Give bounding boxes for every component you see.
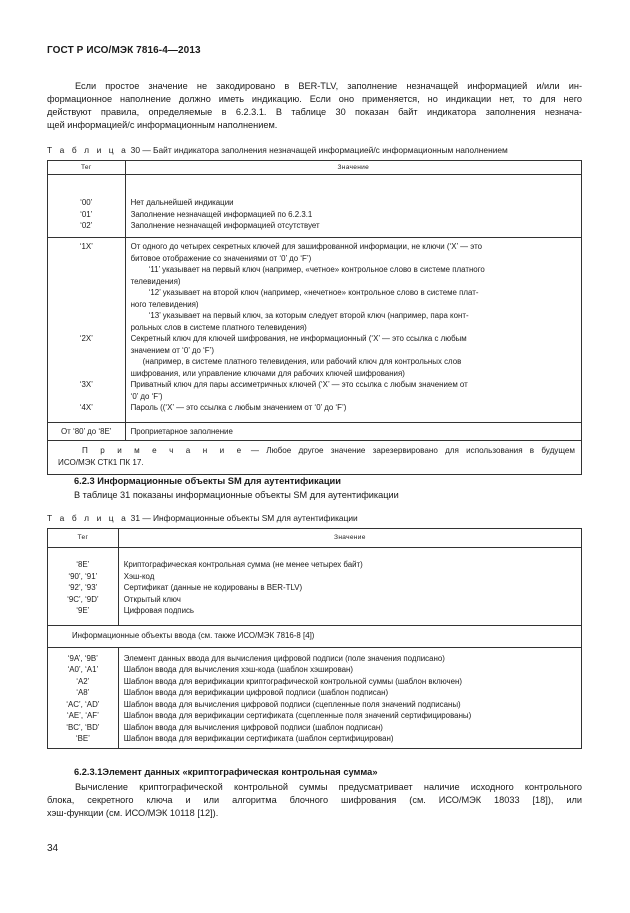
tag-value: ‘9E’	[76, 606, 90, 615]
running-header: ГОСТ Р ИСО/МЭК 7816-4—2013	[47, 45, 201, 56]
note-text: — Любое другое значение зарезервировано для использования в будущем	[243, 446, 575, 455]
input-objects-heading: Информационные объекты ввода (см. также ИСО/МЭК 7816-8 [4])	[48, 625, 582, 647]
page-number: 34	[47, 843, 59, 854]
table30	[47, 160, 582, 475]
tag-value: ‘1X’	[79, 242, 93, 251]
tag-value: ‘90’, ‘91’	[68, 571, 98, 581]
value-line: Сертификат (данные не кодированы в BER-TLV)	[123, 583, 303, 592]
tag-value: ‘AE’, ‘AF’	[66, 711, 99, 720]
table-row	[48, 423, 582, 441]
tag-cell	[48, 238, 126, 423]
table31	[47, 528, 582, 749]
tag-value: ‘9C’, ‘9D’	[67, 594, 99, 604]
table31-caption	[47, 513, 358, 523]
value-line: Цифровая подпись	[123, 606, 195, 615]
value-line: (например, в системе платного телевидения, или рабочий ключ для контрольных слов	[142, 357, 462, 366]
value-line: Шаблон ввода для вычисления цифровой подписи (сцепленные поля значений подписаны)	[123, 699, 461, 709]
paragraph-line: Вычисление криптографической контрольной суммы предусматривает наличие исходного контрольного	[75, 782, 582, 792]
value-cell: Проприетарное заполнение	[125, 423, 581, 441]
section-text-6-2-3: В таблице 31 показаны информационные объекты SM для аутентификации	[74, 490, 399, 500]
value-line: телевидения)	[130, 276, 181, 286]
tag-value: ‘AC’, ‘AD’	[66, 699, 100, 709]
value-cell	[118, 647, 581, 748]
col-header-tag: Тег	[48, 529, 119, 548]
value-line: Шаблон ввода для вычисления хэш-кода (шаблон хэширован)	[123, 665, 354, 674]
col-header-tag: Тег	[48, 161, 126, 175]
value-line: значением от ‘0’ до ‘F’)	[130, 345, 214, 355]
table-row	[48, 238, 582, 423]
note-line: ИСО/МЭК СТК1 ПК 17.	[58, 457, 144, 467]
table30-note	[48, 441, 582, 475]
note-line	[58, 445, 575, 457]
value-line: ‘13’ указывает на первый ключ, за которым следует второй ключ (например, пара конт-	[148, 311, 469, 320]
table30-caption-text: 30 — Байт индикатора заполнения незначащей информацией/с информационным наполнением	[128, 145, 508, 155]
intro-line: щей информацией/с информационным наполнением.	[47, 120, 278, 130]
value-line: Криптографическая контрольная сумма (не менее четырех байт)	[123, 560, 363, 569]
tag-value: ‘8E’	[76, 560, 90, 569]
tag-value: ‘00’	[80, 198, 93, 207]
table-row	[48, 175, 582, 238]
section-heading-6-2-3: 6.2.3 Информационные объекты SM для аутентификации	[74, 476, 341, 486]
value-line: Шаблон ввода для верификации сертификата (сцепленные поля значений сертифицированы)	[123, 711, 472, 720]
value-line: Секретный ключ для ключей шифрования, не информационный (‘X’ — это ссылка с любым	[130, 334, 467, 343]
tag-value: ‘3X’	[79, 380, 93, 389]
value-line: рольных слов в системе платного телевидения)	[130, 322, 307, 332]
value-line: Шаблон ввода для верификации сертификата (шаблон сертифицирован)	[123, 734, 394, 743]
tag-value: ‘9A’, ‘9B’	[67, 653, 98, 663]
value-line: Элемент данных ввода для вычисления цифровой подписи (поле значения подписано)	[123, 653, 445, 663]
value-line: ‘0’ до ‘F’)	[130, 391, 163, 401]
section-paragraph-6-2-3-1	[47, 781, 582, 820]
value-line: Нет дальнейшей индикации	[130, 198, 234, 207]
value-line: Хэш-код	[123, 571, 155, 581]
col-header-value: Значение	[118, 529, 581, 548]
tag-cell: От ‘80’ до ‘8E’	[48, 423, 126, 441]
value-cell	[125, 238, 581, 423]
value-line: Приватный ключ для пары ассиметричных ключей (‘X’ — это ссылка с любым значением от	[130, 380, 468, 389]
tag-value: ‘02’	[80, 221, 93, 230]
paragraph-line: хэш-функции (см. ИСО/МЭК 10118 [12]).	[47, 808, 219, 818]
value-line: битовое отображение со значениями от ‘0’ до ‘F’)	[130, 253, 312, 263]
intro-line: действуют правила, определяемые в 6.2.3.1. В таблице 30 показан байт индикатора заполнения незнача-	[47, 107, 582, 117]
value-line: Шаблон ввода для вычисления цифровой подписи (шаблон подписан)	[123, 722, 383, 732]
table31-caption-text: 31 — Информационные объекты SM для аутентификации	[128, 513, 358, 523]
tag-value: ‘92’, ‘93’	[68, 583, 98, 592]
value-line: Открытый ключ	[123, 594, 181, 604]
table30-caption-prefix: Т а б л и ц а	[47, 145, 129, 155]
paragraph-line: блока, секретного ключа и или алгоритма блочного шифрования (см. ИСО/МЭК 18033 [18]), или	[47, 795, 582, 805]
span-row	[48, 625, 582, 647]
intro-line: Если простое значение не закодировано в BER-TLV, заполнение незначащей информацией и/или ин-	[75, 81, 582, 91]
value-line: От одного до четырех секретных ключей для зашифрованной информации, не ключи (‘X’ — это	[130, 242, 483, 251]
tag-cell	[48, 647, 119, 748]
value-line: ‘12’ указывает на второй ключ (например, «нечетное» контрольное слово в системе плат-	[148, 288, 479, 297]
value-line: Пароль ((‘X’ — это ссылка с любым значением от ‘0’ до ‘F’)	[130, 403, 347, 412]
intro-line: формационное наполнение должно иметь индикацию. Если оно применяется, но индикации нет, то для него	[47, 94, 582, 104]
table31-header-row	[48, 529, 582, 548]
tag-value: ‘2X’	[79, 334, 93, 343]
value-line: ного телевидения)	[130, 299, 199, 309]
table30-header-row	[48, 161, 582, 175]
value-line: Заполнение незначащей информацией по 6.2.3.1	[130, 209, 313, 219]
tag-value: ‘A0’, ‘A1’	[67, 665, 99, 674]
intro-paragraph	[47, 80, 582, 132]
note-label: П р и м е ч а н и е	[82, 446, 244, 455]
tag-value: ‘A2’	[76, 676, 90, 686]
tag-value: ‘BE’	[75, 734, 90, 743]
tag-cell	[48, 548, 119, 626]
table30-caption	[47, 145, 508, 155]
value-line: Шаблон ввода для верификации криптографической контрольной суммы (шаблон включен)	[123, 676, 462, 686]
section-heading-6-2-3-1: 6.2.3.1Элемент данных «криптографическая контрольная сумма»	[74, 767, 378, 777]
value-line: шифрования, или управление ключами для рабочих ключей шифрования)	[130, 368, 405, 378]
value-line: ‘11’ указывает на первый ключ (например, «четное» контрольное слово в системе платного	[148, 265, 485, 274]
value-cell	[125, 175, 581, 238]
table-row	[48, 647, 582, 748]
tag-cell	[48, 175, 126, 238]
table31-caption-prefix: Т а б л и ц а	[47, 513, 129, 523]
note-row	[48, 441, 582, 475]
col-header-value: Значение	[125, 161, 581, 175]
table-row	[48, 548, 582, 626]
tag-value: ‘01’	[80, 209, 93, 219]
value-line: Заполнение незначащей информацией отсутствует	[130, 221, 320, 230]
tag-value: ‘A8’	[76, 688, 90, 697]
tag-value: ‘4X’	[79, 403, 93, 412]
tag-value: ‘BC’, ‘BD’	[66, 722, 100, 732]
value-line: Шаблон ввода для верификации цифровой подписи (шаблон подписан)	[123, 688, 389, 697]
value-cell	[118, 548, 581, 626]
